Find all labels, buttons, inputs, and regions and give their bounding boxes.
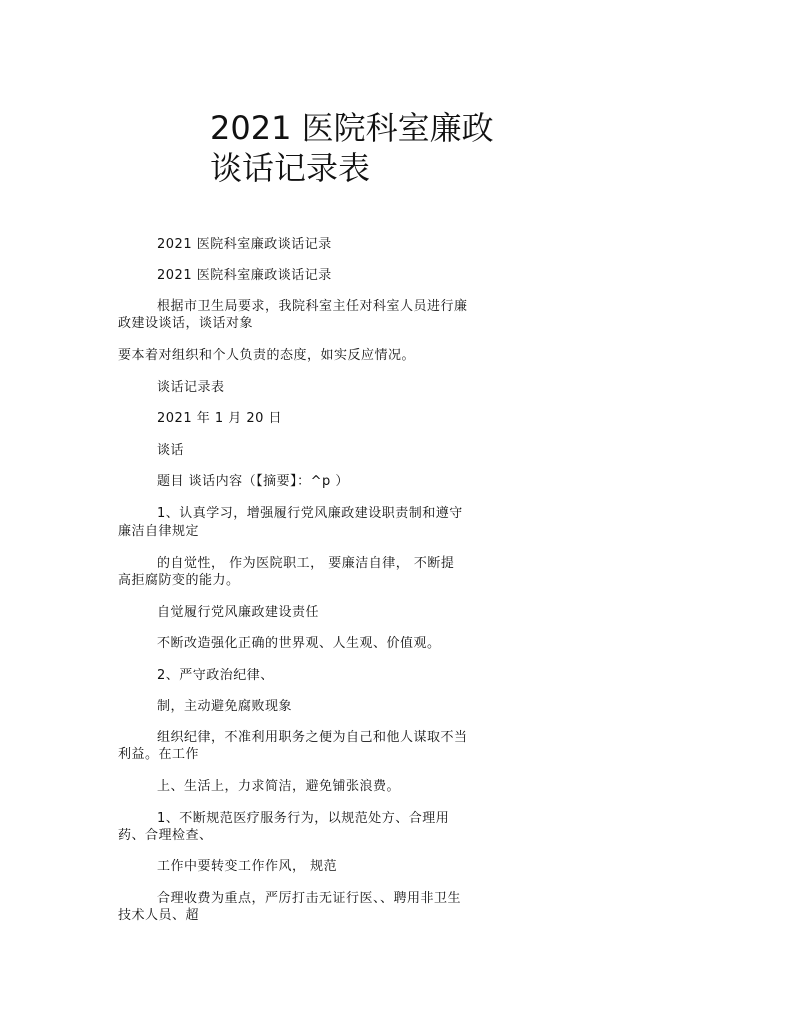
paragraph: 要本着对组织和个人负责的态度，如实反应情况。 (118, 348, 416, 363)
paragraph-line: 技术人员、超 (118, 908, 200, 923)
paragraph-line: 1、不断规范医疗服务行为，以规范处方、合理用 (157, 811, 450, 826)
paragraph-line: 的自觉性， 作为医院职工， 要廉洁自律， 不断提 (157, 556, 455, 571)
paragraph-line: 廉洁自律规定 (118, 524, 200, 539)
paragraph: 题目 谈话内容（【摘要】：^p ） (157, 474, 349, 489)
paragraph: 自觉履行党风廉政建设责任 (157, 605, 320, 620)
paragraph-line: 药、合理检查、 (118, 828, 213, 843)
paragraph: 2021 医院科室廉政谈话记录 (157, 237, 332, 252)
paragraph: 2、严守政治纪律、 (157, 668, 274, 683)
date-line: 2021 年 1 月 20 日 (157, 411, 283, 426)
paragraph-line: 1、认真学习，增强履行党风廉政建设职责制和遵守 (157, 506, 463, 521)
paragraph: 谈话 (157, 443, 185, 458)
title-line-2: 谈话记录表 (210, 149, 371, 187)
paragraph: 工作中要转变工作作风， 规范 (157, 859, 338, 874)
paragraph-line: 高拒腐防变的能力。 (118, 573, 240, 588)
paragraph-line: 组织纪律，不准利用职务之便为自己和他人谋取不当 (157, 730, 468, 745)
paragraph: 2021 医院科室廉政谈话记录 (157, 268, 332, 283)
paragraph: 谈话记录表 (157, 380, 225, 395)
paragraph: 制，主动避免腐败现象 (157, 699, 293, 714)
paragraph-line: 根据市卫生局要求，我院科室主任对科室人员进行廉 (157, 299, 468, 314)
paragraph-line: 利益。在工作 (118, 747, 200, 762)
document-title (210, 108, 494, 188)
paragraph: 上、生活上，力求简洁，避免铺张浪费。 (157, 779, 401, 794)
title-line-1: 2021 医院科室廉政 (210, 109, 494, 147)
paragraph: 不断改造强化正确的世界观、人生观、价值观。 (157, 636, 441, 651)
paragraph-line: 合理收费为重点，严厉打击无证行医、、聘用非卫生 (157, 891, 462, 906)
paragraph-line: 政建设谈话，谈话对象 (118, 316, 254, 331)
